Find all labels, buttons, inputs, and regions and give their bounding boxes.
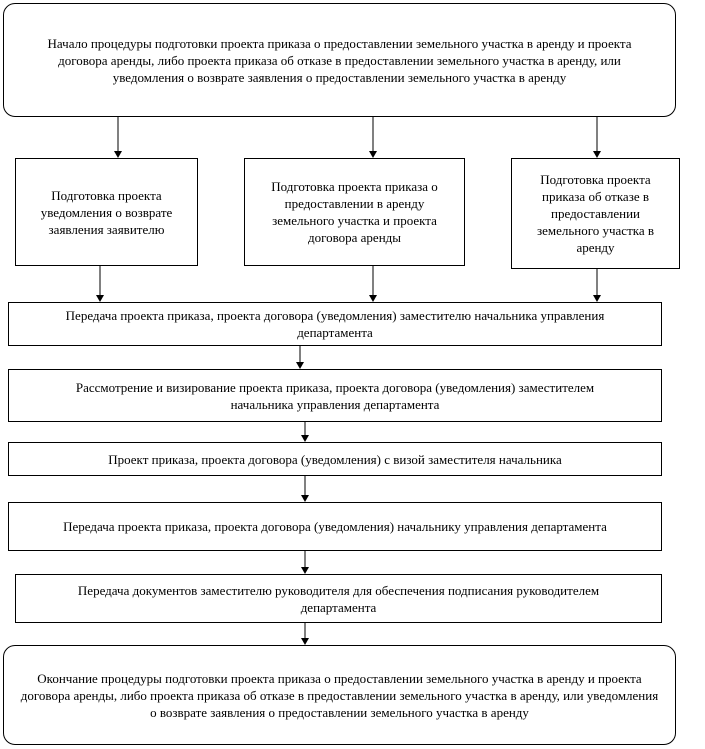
arrow-docs-to-end [301,623,309,645]
start-box [3,3,676,117]
arrow-transfer-head-to-docs [301,551,309,574]
branch-middle-text: Подготовка проекта приказа о предоставлении в аренду земельного участка и проекта договора аренды [271,179,438,245]
branch-left-box [15,158,198,266]
branch-middle-box [244,158,465,266]
step-visa-text: Проект приказа, проекта договора (уведомления) с визой заместителя начальника [108,451,562,467]
step-visa-box [8,442,662,476]
step-transfer-docs-box [15,574,662,623]
start-text: Начало процедуры подготовки проекта приказа о предоставлении земельного участка в аренду и проекта договора аренды, либо проекта приказа об отказе в предоставлении земельного участка в аренду, или уведомления о возврате заявления о предоставлении земельного участка в аренду [47,35,632,85]
arrow-start-to-left [114,117,122,158]
arrow-visa-to-transfer-head [301,476,309,502]
arrow-review-to-visa [301,422,309,442]
end-box [3,645,676,745]
step-transfer-docs-text: Передача документов заместителю руководителя для обеспечения подписания руководителем департамента [77,582,600,615]
arrow-start-to-middle [369,117,377,158]
step-transfer-head-box [8,502,662,551]
branch-right-box [511,158,680,269]
step-transfer-deputy-text: Передача проекта приказа, проекта договора (уведомления) заместителю начальника управления департамента [65,308,605,340]
step-transfer-deputy-box [8,302,662,346]
step-transfer-head-text: Передача проекта приказа, проекта договора (уведомления) начальнику управления департамента [63,519,607,534]
arrow-right-to-transfer [593,269,601,302]
arrow-transfer-to-review [296,346,304,369]
branch-right-text: Подготовка проекта приказа об отказе в предоставлении земельного участка в аренду [536,172,655,255]
arrow-left-to-transfer [96,266,104,302]
end-text: Окончание процедуры подготовки проекта приказа о предоставлении земельного участка в аренду и проекта договора аренды, либо проекта приказа об отказе в предоставлении земельного участка в аренду, или уведомления о возврате заявления о предоставлении земельного участка в аренду [20,670,659,720]
step-review-text: Рассмотрение и визирование проекта приказа, проекта договора (уведомления) заместителем начальника управления департамента [75,379,595,412]
arrow-middle-to-transfer [369,266,377,302]
arrow-start-to-right [593,117,601,158]
branch-left-text: Подготовка проекта уведомления о возврате заявления заявителю [40,187,173,237]
step-review-box [8,369,662,422]
